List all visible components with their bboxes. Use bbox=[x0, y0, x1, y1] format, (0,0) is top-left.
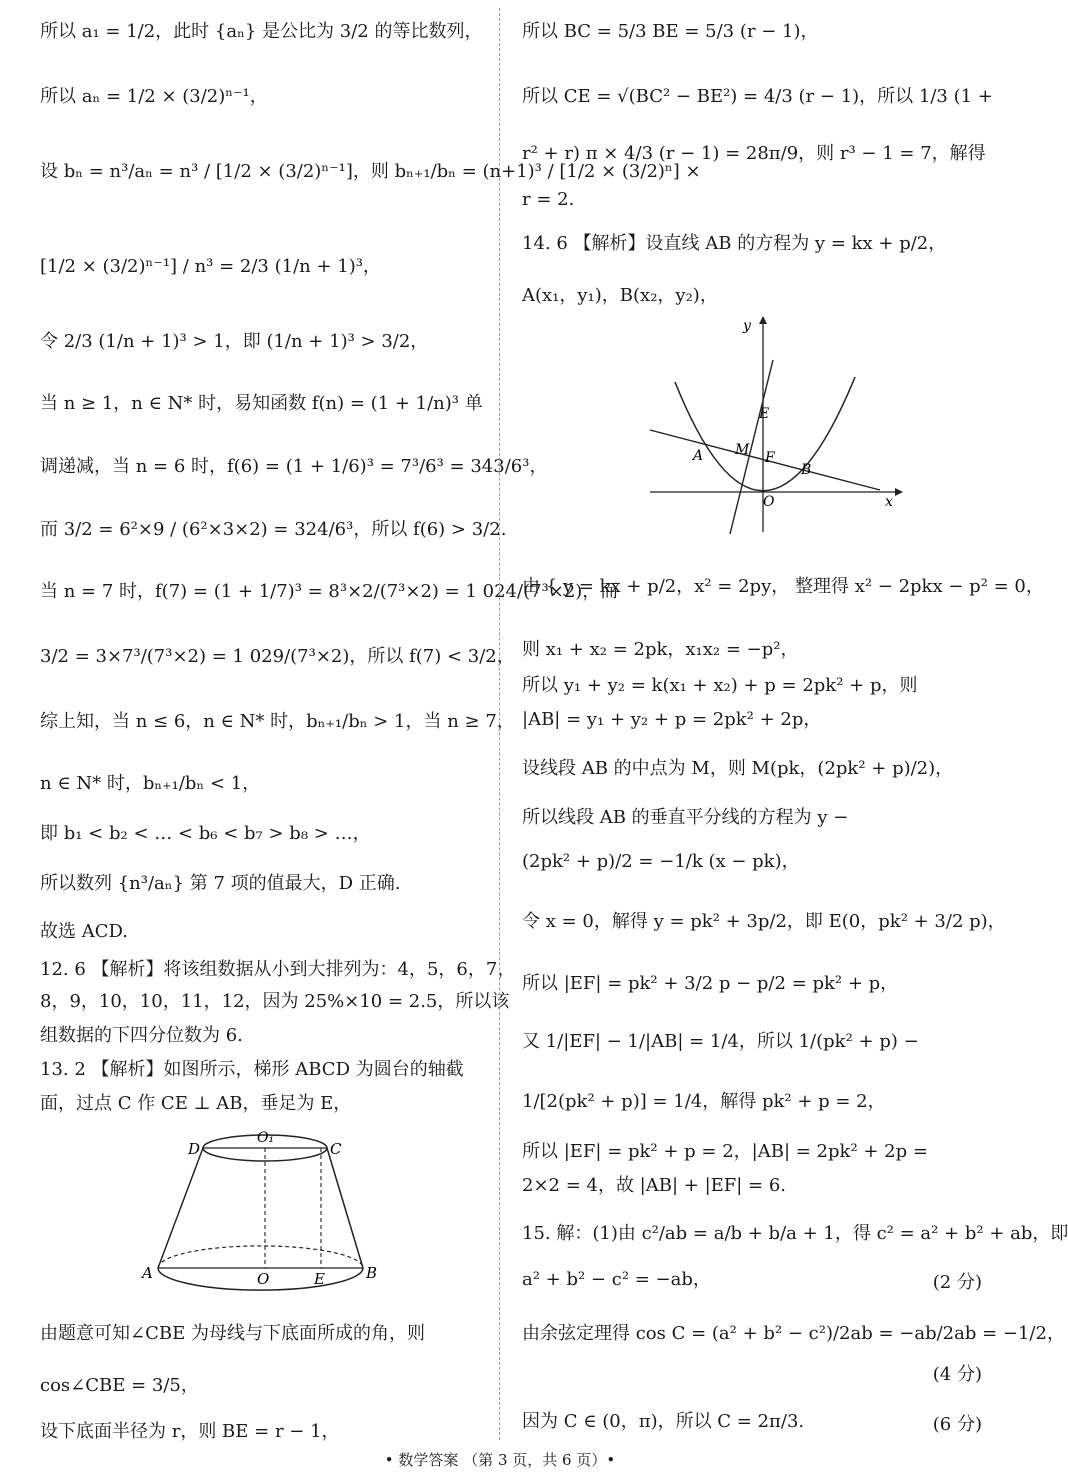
label-A: A bbox=[142, 1264, 153, 1282]
text-line: 由题意可知∠CBE 为母线与下底面所成的角，则 bbox=[40, 1323, 425, 1344]
score-mark: (2 分) bbox=[932, 1272, 982, 1293]
text-line: 当 n = 7 时，f(7) = (1 + 1/7)³ = 8³×2/(7³×2) = 1 024/(7³×2)，而 bbox=[40, 581, 619, 602]
text-line: 设线段 AB 的中点为 M，则 M(pk，(2pk² + p)/2)， bbox=[522, 758, 954, 779]
page-footer: • 数学答案 （第 3 页，共 6 页）• bbox=[384, 1451, 616, 1469]
text-line: 当 n ≥ 1，n ∈ N* 时，易知函数 f(n) = (1 + 1/n)³ 单 bbox=[40, 393, 483, 414]
text-line: 令 2/3 (1/n + 1)³ > 1，即 (1/n + 1)³ > 3/2， bbox=[40, 331, 429, 352]
text-line: 组数据的下四分位数为 6. bbox=[40, 1025, 243, 1046]
label-D: D bbox=[188, 1140, 201, 1158]
text-line: 即 b₁ < b₂ < … < b₆ < b₇ > b₈ > …， bbox=[40, 823, 371, 844]
label-E: E bbox=[759, 406, 770, 422]
label-B: B bbox=[366, 1264, 378, 1282]
label-y: y bbox=[743, 318, 751, 334]
text-line: a² + b² − c² = −ab， bbox=[522, 1269, 711, 1290]
text-line: 所以 CE = √(BC² − BE²) = 4/3 (r − 1)，所以 1/3 (1 + bbox=[522, 86, 993, 107]
text-line: 故选 ACD. bbox=[40, 921, 129, 942]
text-line: cos∠CBE = 3/5， bbox=[40, 1375, 199, 1396]
text-line: (2pk² + p)/2 = −1/k (x − pk)， bbox=[522, 851, 800, 872]
text-line: n ∈ N* 时，bₙ₊₁/bₙ < 1， bbox=[40, 773, 261, 794]
text-line: 综上知，当 n ≤ 6，n ∈ N* 时，bₙ₊₁/bₙ > 1，当 n ≥ 7， bbox=[40, 711, 515, 732]
text-line: 所以 BC = 5/3 BE = 5/3 (r − 1)， bbox=[522, 21, 819, 42]
text-line: 3/2 = 3×7³/(7³×2) = 1 029/(7³×2)，所以 f(7) < 3/2， bbox=[40, 646, 515, 667]
label-E: E bbox=[314, 1270, 325, 1288]
text-line: [1/2 × (3/2)ⁿ⁻¹] / n³ = 2/3 (1/n + 1)³， bbox=[40, 256, 381, 277]
text-line: 所以数列 {n³/aₙ} 第 7 项的值最大，D 正确. bbox=[40, 873, 401, 894]
text-line: 12. 6 【解析】将该组数据从小到大排列为：4，5，6，7， bbox=[40, 959, 516, 980]
text-line: 由 { y = kx + p/2，x² = 2py， 整理得 x² − 2pkx − p² = 0， bbox=[522, 576, 1044, 597]
text-line: 则 x₁ + x₂ = 2pk，x₁x₂ = −p²， bbox=[522, 639, 799, 660]
text-line: 因为 C ∈ (0，π)，所以 C = 2π/3. bbox=[522, 1411, 805, 1432]
label-O: O bbox=[763, 494, 775, 510]
column-divider bbox=[499, 8, 500, 1440]
label-O: O bbox=[257, 1270, 270, 1288]
label-B: B bbox=[801, 462, 812, 478]
text-line: 设下底面半径为 r，则 BE = r − 1， bbox=[40, 1421, 340, 1442]
text-line: 1/[2(pk² + p)] = 1/4，解得 pk² + p = 2， bbox=[522, 1091, 886, 1112]
text-line: 所以 aₙ = 1/2 × (3/2)ⁿ⁻¹， bbox=[40, 86, 268, 107]
text-line: r = 2. bbox=[522, 189, 575, 210]
text-line: 所以 a₁ = 1/2，此时 {aₙ} 是公比为 3/2 的等比数列， bbox=[40, 21, 483, 42]
label-A: A bbox=[693, 448, 704, 464]
text-line: 而 3/2 = 6²×9 / (6²×3×2) = 324/6³，所以 f(6) > 3/2. bbox=[40, 519, 507, 540]
text-line: A(x₁，y₁)，B(x₂，y₂)， bbox=[522, 285, 718, 306]
text-line: 13. 2 【解析】如图所示，梯形 ABCD 为圆台的轴截 bbox=[40, 1059, 464, 1080]
text-line: |AB| = y₁ + y₂ + p = 2pk² + 2p， bbox=[522, 709, 822, 730]
text-line: 2×2 = 4，故 |AB| + |EF| = 6. bbox=[522, 1175, 787, 1196]
text-line: 面，过点 C 作 CE ⊥ AB，垂足为 E， bbox=[40, 1093, 352, 1114]
text-line: 设 bₙ = n³/aₙ = n³ / [1/2 × (3/2)ⁿ⁻¹]，则 bₙ₊₁/bₙ = (n+1)³ / [1/2 × (3/2)ⁿ] × bbox=[40, 161, 701, 182]
label-x: x bbox=[885, 494, 893, 510]
score-mark: (6 分) bbox=[932, 1414, 982, 1435]
text-line: 所以 |EF| = pk² + p = 2，|AB| = 2pk² + 2p = bbox=[522, 1141, 928, 1162]
text-line: 所以 |EF| = pk² + 3/2 p − p/2 = pk² + p， bbox=[522, 973, 899, 994]
score-mark: (4 分) bbox=[932, 1364, 982, 1385]
text-line: r² + r) π × 4/3 (r − 1) = 28π/9，则 r³ − 1 = 7，解得 bbox=[522, 143, 986, 164]
text-line: 调递减，当 n = 6 时，f(6) = (1 + 1/6)³ = 7³/6³ = 343/6³， bbox=[40, 456, 548, 477]
frustum-figure bbox=[130, 1128, 390, 1298]
text-line: 令 x = 0，解得 y = pk² + 3p/2，即 E(0，pk² + 3/2 p)， bbox=[522, 911, 1006, 932]
parabola-figure bbox=[645, 312, 905, 537]
text-line: 8，9，10，10，11，12，因为 25%×10 = 2.5，所以该 bbox=[40, 991, 510, 1012]
label-C: C bbox=[330, 1140, 342, 1158]
label-O1: O₁ bbox=[257, 1130, 275, 1146]
text-line: 15. 解：(1)由 c²/ab = a/b + b/a + 1，得 c² = a² + b² + ab，即 bbox=[522, 1223, 1068, 1244]
text-line: 由余弦定理得 cos C = (a² + b² − c²)/2ab = −ab/2ab = −1/2， bbox=[522, 1323, 1065, 1344]
text-line: 又 1/|EF| − 1/|AB| = 1/4，所以 1/(pk² + p) − bbox=[522, 1031, 919, 1052]
label-F: F bbox=[765, 450, 775, 466]
text-line: 14. 6 【解析】设直线 AB 的方程为 y = kx + p/2， bbox=[522, 233, 947, 254]
label-M: M bbox=[735, 442, 750, 458]
text-line: 所以 y₁ + y₂ = k(x₁ + x₂) + p = 2pk² + p，则 bbox=[522, 675, 918, 696]
text-line: 所以线段 AB 的垂直平分线的方程为 y − bbox=[522, 807, 849, 828]
